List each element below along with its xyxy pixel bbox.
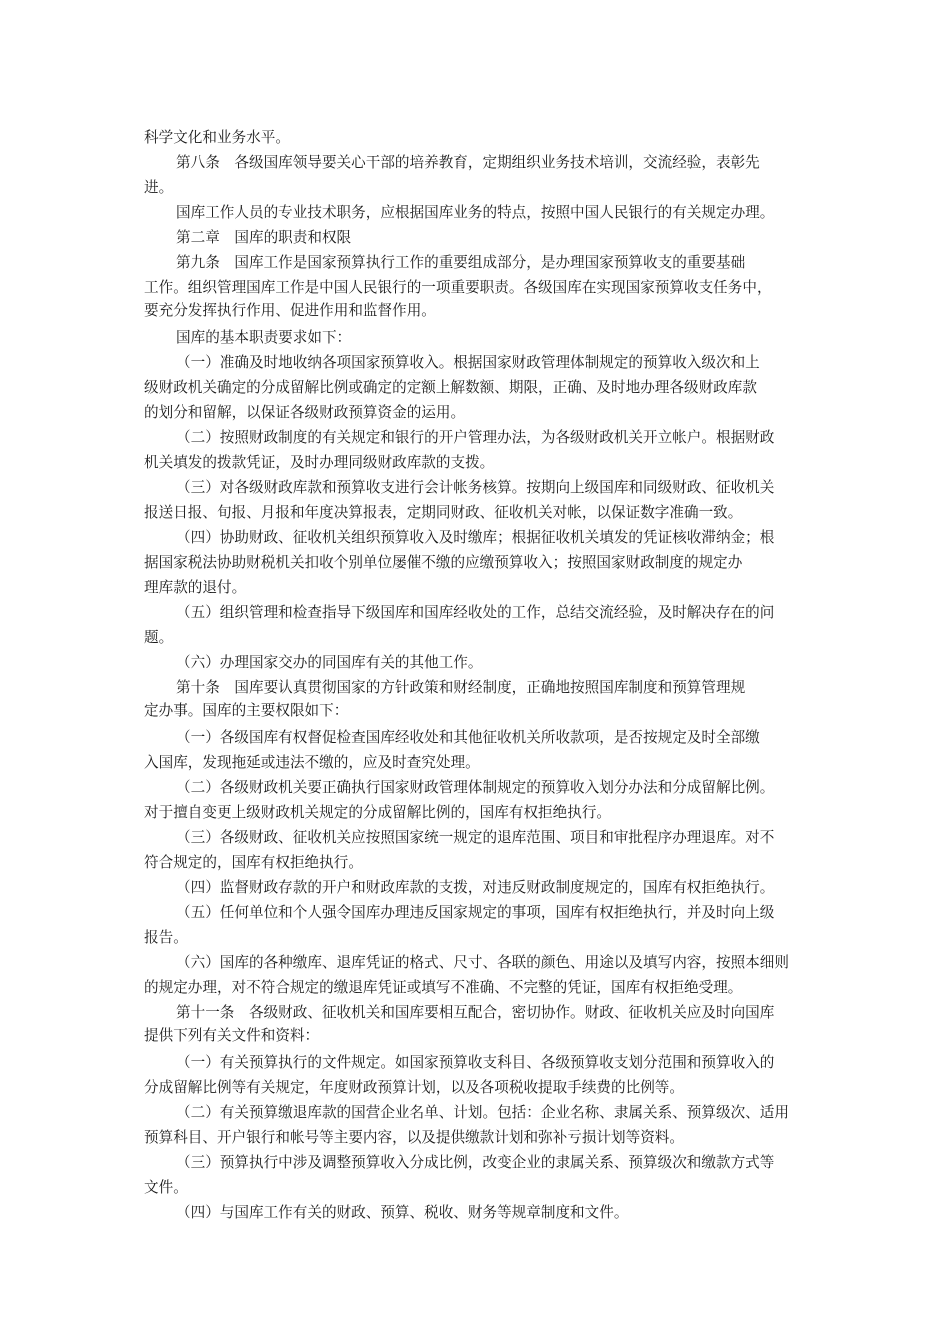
list-item: （四）与国库工作有关的财政、预算、税收、财务等规章制度和文件。 xyxy=(176,1204,629,1221)
article-8-heading: 第八条 各级国库领导要关心干部的培养教育，定期组织业务技术培训，交流经验，表彰先 xyxy=(176,154,760,171)
list-item: （二）各级财政机关要正确执行国家财政管理体制规定的预算收入划分办法和分成留解比例。 xyxy=(176,779,775,796)
text-line: 文件。 xyxy=(144,1179,188,1196)
text-line: 分成留解比例等有关规定，年度财政预算计划，以及各项税收提取手续费的比例等。 xyxy=(144,1079,684,1096)
article-10-heading: 第十条 国库要认真贯彻国家的方针政策和财经制度，正确地按照国库制度和预算管理规 xyxy=(176,679,746,696)
list-item: （六）办理国家交办的同国库有关的其他工作。 xyxy=(176,654,483,671)
list-item: （四）监督财政存款的开户和财政库款的支拨，对违反财政制度规定的，国库有权拒绝执行。 xyxy=(176,879,775,896)
text-line: 提供下列有关文件和资料： xyxy=(144,1027,320,1044)
text-line: 要充分发挥执行作用、促进作用和监督作用。 xyxy=(144,302,436,319)
text-line: 报告。 xyxy=(144,929,188,946)
text-line: 据国家税法协助财税机关扣收个别单位屡催不缴的应缴预算收入；按照国家财政制度的规定办 xyxy=(144,554,743,571)
text-line: 级财政机关确定的分成留解比例或确定的定额上解数额、期限，正确、及时地办理各级财政库款 xyxy=(144,379,757,396)
list-item: （四）协助财政、征收机关组织预算收入及时缴库；根据征收机关填发的凭证核收滞纳金；根 xyxy=(176,529,775,546)
text-line: 入国库，发现拖延或违法不缴的，应及时查究处理。 xyxy=(144,754,480,771)
list-item: （一）各级国库有权督促检查国库经收处和其他征收机关所收款项，是否按规定及时全部缴 xyxy=(176,729,760,746)
text-line: 理库款的退付。 xyxy=(144,579,247,596)
list-item: （六）国库的各种缴库、退库凭证的格式、尺寸、各联的颜色、用途以及填写内容，按照本细则 xyxy=(176,954,789,971)
text-line: 对于擅自变更上级财政机关规定的分成留解比例的，国库有权拒绝执行。 xyxy=(144,804,612,821)
text-line: 的划分和留解，以保证各级财政预算资金的运用。 xyxy=(144,404,466,421)
text-line: 机关填发的拨款凭证，及时办理同级财政库款的支拨。 xyxy=(144,454,495,471)
text-line: 报送日报、旬报、月报和年度决算报表，定期同财政、征收机关对帐，以保证数字准确一致。 xyxy=(144,504,743,521)
list-item: （三）预算执行中涉及调整预算收入分成比例，改变企业的隶属关系、预算级次和缴款方式等 xyxy=(176,1154,775,1171)
list-item: （三）对各级财政库款和预算收支进行会计帐务核算。按期向上级国库和同级财政、征收机关 xyxy=(176,479,775,496)
text-line: 国库的基本职责要求如下： xyxy=(176,329,352,346)
text-line: 进。 xyxy=(144,179,174,196)
list-item: （二）按照财政制度的有关规定和银行的开户管理办法，为各级财政机关开立帐户。根据财政 xyxy=(176,429,775,446)
text-line: 国库工作人员的专业技术职务，应根据国库业务的特点，按照中国人民银行的有关规定办理。 xyxy=(176,204,775,221)
article-11-heading: 第十一条 各级财政、征收机关和国库要相互配合，密切协作。财政、征收机关应及时向国库 xyxy=(176,1004,775,1021)
list-item: （二）有关预算缴退库款的国营企业名单、计划。包括：企业名称、隶属关系、预算级次、适用 xyxy=(176,1104,789,1121)
text-line: 题。 xyxy=(144,629,174,646)
text-line: 的规定办理，对不符合规定的缴退库凭证或填写不准确、不完整的凭证，国库有权拒绝受理。 xyxy=(144,979,743,996)
article-9-heading: 第九条 国库工作是国家预算执行工作的重要组成部分，是办理国家预算收支的重要基础 xyxy=(176,254,746,271)
list-item: （三）各级财政、征收机关应按照国家统一规定的退库范围、项目和审批程序办理退库。对不 xyxy=(176,829,775,846)
text-line: 预算科目、开户银行和帐号等主要内容，以及提供缴款计划和弥补亏损计划等资料。 xyxy=(144,1129,684,1146)
text-line: 科学文化和业务水平。 xyxy=(144,129,290,146)
list-item: （一）准确及时地收纳各项国家预算收入。根据国家财政管理体制规定的预算收入级次和上 xyxy=(176,354,760,371)
list-item: （五）组织管理和检查指导下级国库和国库经收处的工作，总结交流经验，及时解决存在的问 xyxy=(176,604,775,621)
text-line: 定办事。国库的主要权限如下： xyxy=(144,702,349,719)
list-item: （五）任何单位和个人强令国库办理违反国家规定的事项，国库有权拒绝执行，并及时向上级 xyxy=(176,904,775,921)
list-item: （一）有关预算执行的文件规定。如国家预算收支科目、各级预算收支划分范围和预算收入的 xyxy=(176,1054,775,1071)
chapter-2-heading: 第二章 国库的职责和权限 xyxy=(176,229,352,246)
text-line: 工作。组织管理国库工作是中国人民银行的一项重要职责。各级国库在实现国家预算收支任务中， xyxy=(144,279,772,296)
text-line: 符合规定的，国库有权拒绝执行。 xyxy=(144,854,363,871)
